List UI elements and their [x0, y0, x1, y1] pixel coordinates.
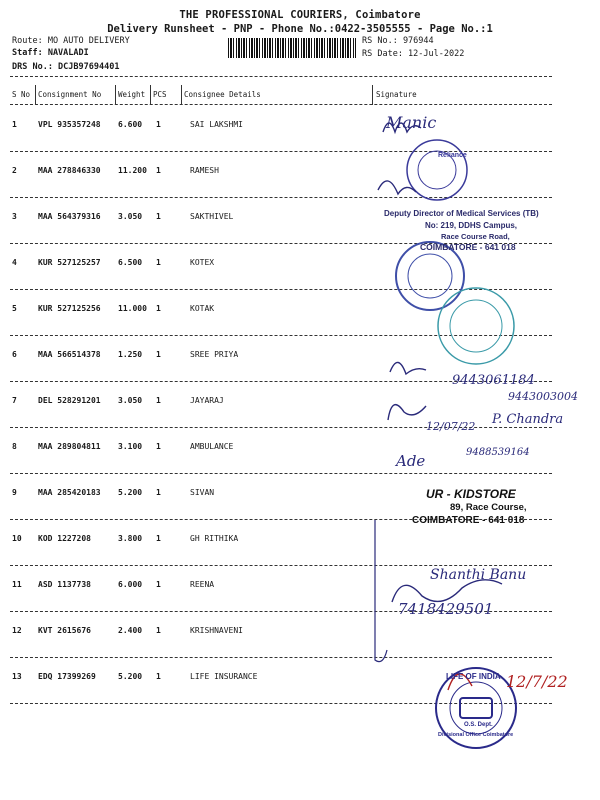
lic-stamp-text: O.S. Dept. [464, 722, 493, 728]
deputy-stamp-line: COIMBATORE - 641 018 [420, 242, 516, 252]
row-consignment-no: MAA 289804811 [38, 442, 101, 451]
row-weight: 3.800 [118, 534, 143, 543]
row-pcs: 1 [156, 672, 161, 681]
handwritten-signature: Manic [386, 113, 437, 132]
staff-label: Staff: NAVALADI [12, 48, 89, 58]
lic-stamp-text: LIFE OF INDIA [446, 672, 501, 681]
handwritten-name: P. Chandra [492, 412, 564, 427]
kotak-stamp [396, 242, 464, 310]
row-consignment-no: MAA 564379316 [38, 212, 101, 221]
bracket-stroke [375, 520, 387, 662]
row-consignee: KOTAK [190, 304, 215, 313]
row-consignment-no: DEL 528291201 [38, 396, 101, 405]
row-pcs: 1 [156, 304, 161, 313]
row-consignment-no: ASD 1137738 [38, 580, 91, 589]
reliance-stamp [407, 140, 467, 200]
row-weight: 6.000 [118, 580, 143, 589]
kidstore-stamp-line: 89, Race Course, [450, 502, 527, 513]
col-header-consignment: Consignment No [38, 90, 102, 99]
row-consignee: JAYARAJ [190, 396, 224, 405]
row-pcs: 1 [156, 442, 161, 451]
row-weight: 5.200 [118, 672, 143, 681]
deputy-stamp-line: Race Course Road, [441, 232, 510, 241]
row-sno: 5 [12, 304, 17, 313]
col-header-pcs: PCS [153, 90, 167, 99]
row-pcs: 1 [156, 488, 161, 497]
row-consignee: KRISHNAVENI [190, 626, 243, 635]
row-consignee: GH RITHIKA [190, 534, 239, 543]
row-consignee: REENA [190, 580, 215, 589]
row-weight: 1.250 [118, 350, 143, 359]
handwritten-phone: 9443003004 [508, 390, 578, 403]
signature-stroke [390, 362, 426, 374]
row-consignee: KOTEX [190, 258, 215, 267]
row-weight: 3.050 [118, 212, 143, 221]
signature-stroke [388, 405, 426, 420]
row-weight: 11.200 [118, 166, 147, 175]
row-weight: 2.400 [118, 626, 143, 635]
row-pcs: 1 [156, 212, 161, 221]
row-weight: 6.600 [118, 120, 143, 129]
drs-number: DRS No.: DCJB97694401 [12, 62, 120, 72]
row-sno: 7 [12, 396, 17, 405]
row-pcs: 1 [156, 120, 161, 129]
handwritten-signature: Ade [396, 452, 426, 470]
kotex-stamp-inner [450, 300, 502, 352]
row-sno: 11 [12, 580, 22, 589]
lic-logo [460, 698, 492, 718]
row-sno: 8 [12, 442, 17, 451]
handwritten-date: 12/07/22 [426, 420, 476, 433]
signature-stroke [392, 580, 502, 602]
row-weight: 3.050 [118, 396, 143, 405]
row-consignee: AMBULANCE [190, 442, 234, 451]
row-consignment-no: MAA 566514378 [38, 350, 101, 359]
rs-number: RS No.: 976944 [362, 36, 434, 46]
row-sno: 4 [12, 258, 17, 267]
col-header-consignee: Consignee Details [184, 90, 261, 99]
handwritten-date: 12/7/22 [506, 672, 568, 691]
kidstore-stamp-line: COIMBATORE - 641 018 [412, 515, 525, 526]
lic-stamp-text: Divisional Office Coimbatore [438, 732, 514, 738]
route-label: Route: MO AUTO DELIVERY [12, 36, 130, 46]
row-consignee: RAMESH [190, 166, 219, 175]
row-consignment-no: KUR 527125257 [38, 258, 101, 267]
row-weight: 5.200 [118, 488, 143, 497]
kidstore-stamp-line: UR - KIDSTORE [426, 487, 516, 501]
row-weight: 3.100 [118, 442, 143, 451]
row-consignment-no: MAA 285420183 [38, 488, 101, 497]
row-sno: 10 [12, 534, 22, 543]
row-weight: 11.000 [118, 304, 147, 313]
row-consignment-no: EDQ 17399269 [38, 672, 96, 681]
row-sno: 13 [12, 672, 22, 681]
handwritten-phone: 9488539164 [466, 447, 530, 458]
row-consignment-no: VPL 935357248 [38, 120, 101, 129]
row-consignee: SIVAN [190, 488, 215, 497]
row-consignment-no: MAA 278846330 [38, 166, 101, 175]
row-weight: 6.500 [118, 258, 143, 267]
kotex-stamp [438, 288, 514, 364]
row-consignee: SAKTHIVEL [190, 212, 234, 221]
kotak-stamp-inner [408, 254, 452, 298]
row-sno: 9 [12, 488, 17, 497]
row-sno: 2 [12, 166, 17, 175]
row-consignee: SREE PRIYA [190, 350, 239, 359]
deputy-stamp-line: No: 219, DDHS Campus, [425, 221, 518, 230]
row-pcs: 1 [156, 350, 161, 359]
row-consignment-no: KOD 1227208 [38, 534, 91, 543]
col-header-weight: Weight [118, 90, 146, 99]
handwritten-phone: 9443061184 [452, 373, 535, 388]
col-header-signature: Signature [376, 90, 417, 99]
row-sno: 12 [12, 626, 22, 635]
row-pcs: 1 [156, 396, 161, 405]
row-pcs: 1 [156, 626, 161, 635]
row-consignee: SAI LAKSHMI [190, 120, 243, 129]
row-pcs: 1 [156, 534, 161, 543]
handwritten-name: Shanthi Banu [430, 567, 527, 583]
row-pcs: 1 [156, 580, 161, 589]
row-consignee: LIFE INSURANCE [190, 672, 258, 681]
row-sno: 1 [12, 120, 17, 129]
rs-date: RS Date: 12-Jul-2022 [362, 49, 465, 59]
row-sno: 3 [12, 212, 17, 221]
reliance-stamp-text: Reliance [438, 152, 467, 159]
col-header-sno: S No [12, 90, 31, 99]
row-pcs: 1 [156, 166, 161, 175]
row-sno: 6 [12, 350, 17, 359]
row-consignment-no: KUR 527125256 [38, 304, 101, 313]
handwritten-phone: 7418429501 [398, 600, 494, 618]
row-pcs: 1 [156, 258, 161, 267]
row-consignment-no: KVT 2615676 [38, 626, 91, 635]
document-title: THE PROFESSIONAL COURIERS, Coimbatore [179, 9, 421, 21]
document-subtitle: Delivery Runsheet - PNP - Phone No.:0422-3505555 - Page No.:1 [107, 23, 493, 35]
deputy-stamp-line: Deputy Director of Medical Services (TB) [384, 209, 539, 218]
